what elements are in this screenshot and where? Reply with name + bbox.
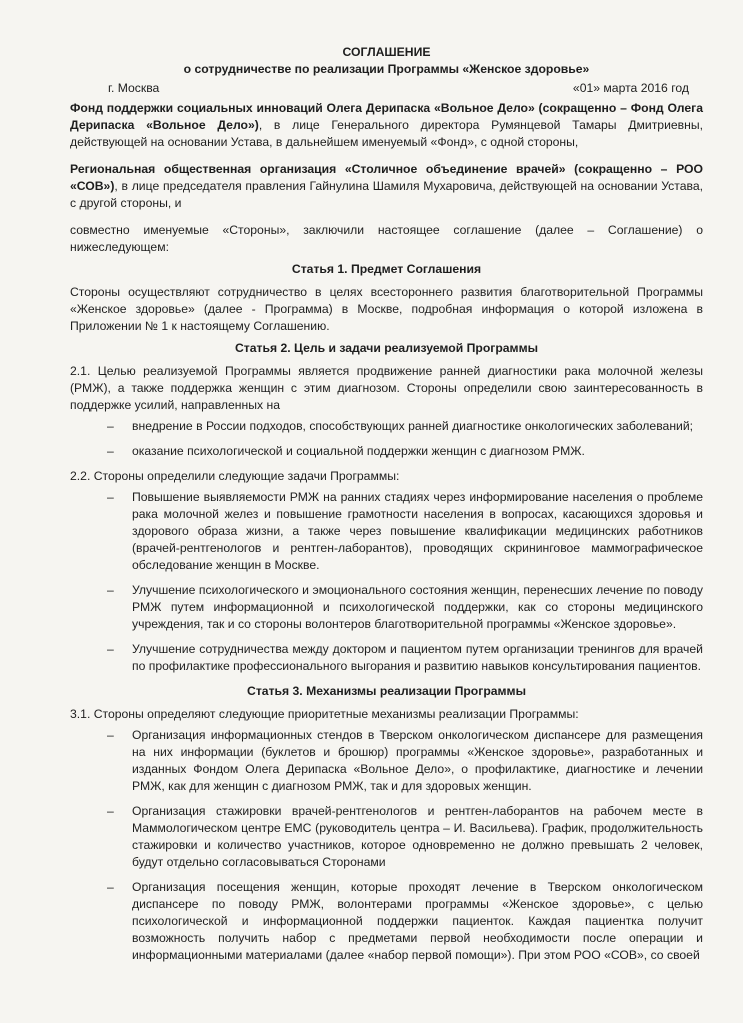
list-item: – Организация стажировки врачей-рентгенологов и рентген-лаборантов на рабочем месте в Маммологическом центре ЕМС (руководитель центра – И. Васильева). График, продолжительность стажировки и количество участников, которое одновременно не должно превышать 2 человек, будут отдельно согласовываться Сторонами — [70, 803, 703, 871]
party1-name: Фонд поддержки социальных инноваций Олега Дерипаска «Вольное Дело» (сокращенно – Фонд Олега Дерипаска «Вольное Дело») — [70, 101, 703, 132]
article1-heading: Статья 1. Предмет Соглашения — [291, 262, 482, 276]
date: «01» марта 2016 год — [572, 81, 689, 95]
document-subtitle: о сотрудничестве по реализации Программы «Женское здоровье» — [183, 62, 590, 76]
party2-name: Региональная общественная организация «Столичное объединение врачей» (сокращенно – РОО «СОВ») — [70, 162, 703, 193]
article2-list2 — [70, 489, 703, 675]
list-item: – оказание психологической и социальной поддержки женщин с диагнозом РМЖ. — [70, 443, 703, 460]
article2-p2: 2.2. Стороны определили следующие задачи Программы: — [70, 469, 400, 483]
list-item: – внедрение в России подходов, способствующих ранней диагностике онкологических заболеваний; — [70, 418, 703, 435]
intro-paragraph: совместно именуемые «Стороны», заключили настоящее соглашение (далее – Соглашение) о нижеследующем: — [70, 223, 703, 254]
article3-p1: 3.1. Стороны определяют следующие приоритетные механизмы реализации Программы: — [70, 707, 579, 721]
party2-paragraph — [70, 161, 703, 212]
party2-details: , в лице председателя правления Гайнулина Шамиля Мухаровича, действующей на основании Устава, с другой стороны, и — [70, 179, 703, 210]
article3-heading: Статья 3. Механизмы реализации Программы — [247, 684, 526, 698]
article2-heading: Статья 2. Цель и задачи реализуемой Программы — [234, 341, 538, 355]
list-item: – Организация посещения женщин, которые проходят лечение в Тверском онкологическом диспансере по поводу РМЖ, волонтерами программы «Женское здоровье», с целью психологической и информационной поддержки пациенток. Каждая пациентка получит возможность получить набор с предметами первой необходимости после операции и информационными материалами (далее «набор первой помощи»). При этом РОО «СОВ», со своей — [70, 879, 703, 964]
article2-p1: 2.1. Целью реализуемой Программы является продвижение ранней диагностики рака молочной железы (РМЖ), а также поддержка женщин с этим диагнозом. Стороны определили свою заинтересованность в поддержке усилий, направленных на — [70, 364, 703, 412]
list-item: – Организация информационных стендов в Тверском онкологическом диспансере для размещения на них информации (буклетов и брошюр) программы «Женское здоровье», разработанных и изданных Фондом Олега Дерипаска «Вольное Дело», о профилактике, диагностике и лечении РМЖ, как для женщин с диагнозом РМЖ, так и для здоровых женщин. — [70, 727, 703, 795]
article3-list — [70, 727, 703, 964]
list-item: – Повышение выявляемости РМЖ на ранних стадиях через информирование населения о проблеме рака молочной желез и повышение грамотности населения в вопросах, касающихся здоровья и здорового образа жизни, а также через повышение квалификации медицинских работников (врачей-рентгенологов и рентген-лаборантов), проводящих скрининговое маммографическое обследование женщин в Москве. — [70, 489, 703, 574]
city: г. Москва — [108, 81, 160, 95]
document-title: СОГЛАШЕНИЕ — [342, 45, 431, 59]
article2-list1 — [70, 418, 703, 460]
party1-paragraph — [70, 100, 703, 151]
city-date-line — [70, 80, 703, 97]
article1-text: Стороны осуществляют сотрудничество в целях всестороннего развития благотворительной Программы «Женское здоровье» (далее - Программа) в Москве, подробная информация о которой изложена в Приложении № 1 к настоящему Соглашению. — [70, 285, 703, 333]
list-item: – Улучшение психологического и эмоционального состояния женщин, перенесших лечение по поводу РМЖ путем информационной и психологической поддержки, как со стороны медицинского учреждения, так и со стороны волонтеров благотворительной программы «Женское здоровье». — [70, 582, 703, 633]
list-item: – Улучшение сотрудничества между доктором и пациентом путем организации тренингов для врачей по профилактике профессионального выгорания и развитию навыков консультирования пациентов. — [70, 641, 703, 675]
party1-details: , в лице Генерального директора Румянцевой Тамары Дмитриевны, действующей на основании Устава, в дальнейшем именуемый «Фонд», с одной стороны, — [70, 118, 704, 149]
